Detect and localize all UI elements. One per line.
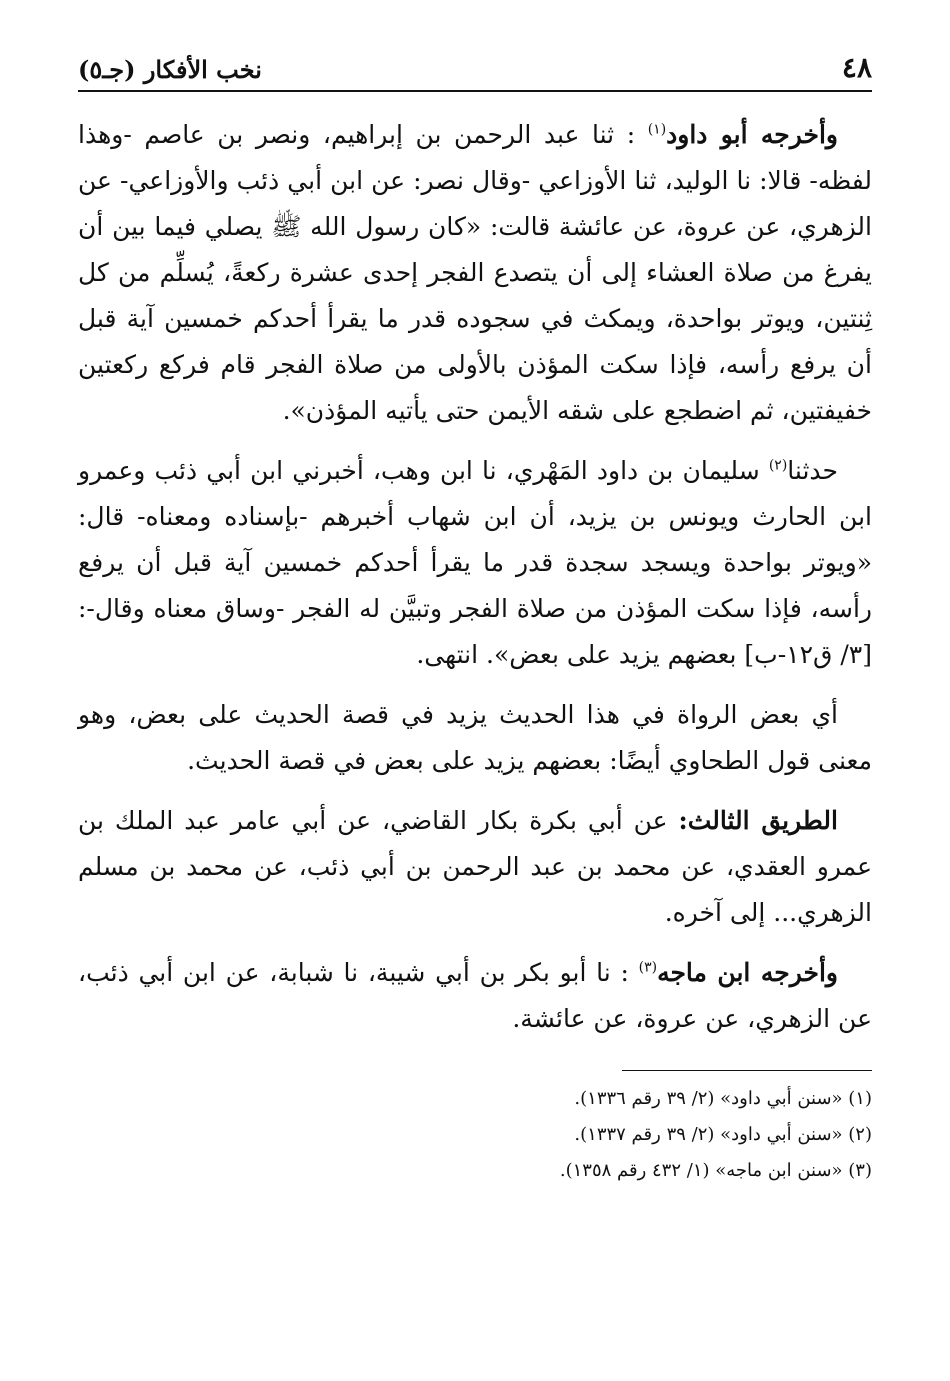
- book-page: [78, 40, 872, 1340]
- page-number: ٤٨: [841, 51, 872, 84]
- paragraph-lead: وأخرجه ابن ماجه: [657, 958, 838, 987]
- body-text: [78, 112, 872, 1042]
- running-header: [78, 40, 872, 92]
- paragraph-lead: الطريق الثالث:: [678, 806, 838, 835]
- footnote-ref: (٢): [768, 457, 788, 474]
- paragraph-text: : نا أبو بكر بن أبي شيبة، نا شبابة، عن ابن أبي ذئب، عن الزهري، عن عروة، عن عائشة.: [78, 958, 872, 1033]
- paragraph-abu-dawud-1: [78, 112, 872, 434]
- footnote-ref: (٣): [638, 959, 658, 976]
- footnote-3: (٣) «سنن ابن ماجه» (١/ ٤٣٢ رقم ١٣٥٨).: [559, 1160, 872, 1181]
- paragraph-text: عن أبي بكرة بكار القاضي، عن أبي عامر عبد الملك بن عمرو العقدي، عن محمد بن عبد الرحمن بن أبي ذئب، عن محمد بن مسلم الزهري... إلى آخره.: [78, 806, 872, 927]
- paragraph-ibn-majah: [78, 950, 872, 1042]
- paragraph-lead: حدثنا: [787, 456, 838, 485]
- footnote-2: (٢) «سنن أبي داود» (٢/ ٣٩ رقم ١٣٣٧).: [574, 1124, 872, 1145]
- paragraph-abu-dawud-2: [78, 448, 872, 678]
- paragraph-text: : ثنا عبد الرحمن بن إبراهيم، ونصر بن عاصم -وهذا لفظه- قالا: نا الوليد، ثنا الأوزاعي -وقال نصر: عن ابن أبي ذئب والأوزاعي- عن الزهري، عن عروة، عن عائشة قالت: «كان رسول الله ﷺ يصلي فيما بين أن يفرغ من صلاة العشاء إلى أن يتصدع الفجر إحدى عشرة ركعةً، يُسلِّم من كل ثِنتين، ويوتر بواحدة، ويمكث في سجوده قدر ما يقرأ أحدكم خمسين آية قبل أن يرفع رأسه، فإذا سكت المؤذن بالأولى من صلاة الفجر قام فركع ركعتين خفيفتين، ثم اضطجع على شقه الأيمن حتى يأتيه المؤذن».: [78, 120, 872, 425]
- paragraph-explanation: [78, 692, 872, 784]
- paragraph-text: أي بعض الرواة في هذا الحديث يزيد في قصة الحديث على بعض، وهو معنى قول الطحاوي أيضًا: بعضهم يزيد على بعض في قصة الحديث.: [78, 700, 872, 775]
- paragraph-lead: وأخرجه أبو داود: [666, 120, 838, 149]
- book-title: نخب الأفكار (جـ٥): [78, 55, 262, 84]
- paragraph-third-route: [78, 798, 872, 936]
- footnote-1: (١) «سنن أبي داود» (٢/ ٣٩ رقم ١٣٣٦).: [574, 1088, 872, 1109]
- footnote-ref: (١): [647, 121, 667, 138]
- footnotes: [78, 1081, 872, 1189]
- paragraph-text: سليمان بن داود المَهْري، نا ابن وهب، أخبرني ابن أبي ذئب وعمرو ابن الحارث ويونس بن يزيد، أن ابن شهاب أخبرهم -بإسناده ومعناه- قال: «ويوتر بواحدة ويسجد سجدة قدر ما يقرأ أحدكم خمسين آية قبل أن يرفع رأسه، فإذا سكت المؤذن من صلاة الفجر وتبيَّن له الفجر -وساق معناه وقال-: [٣/ ق١٢-ب] بعضهم يزيد على بعض». انتهى.: [78, 456, 872, 669]
- footnote-divider: [622, 1070, 872, 1071]
